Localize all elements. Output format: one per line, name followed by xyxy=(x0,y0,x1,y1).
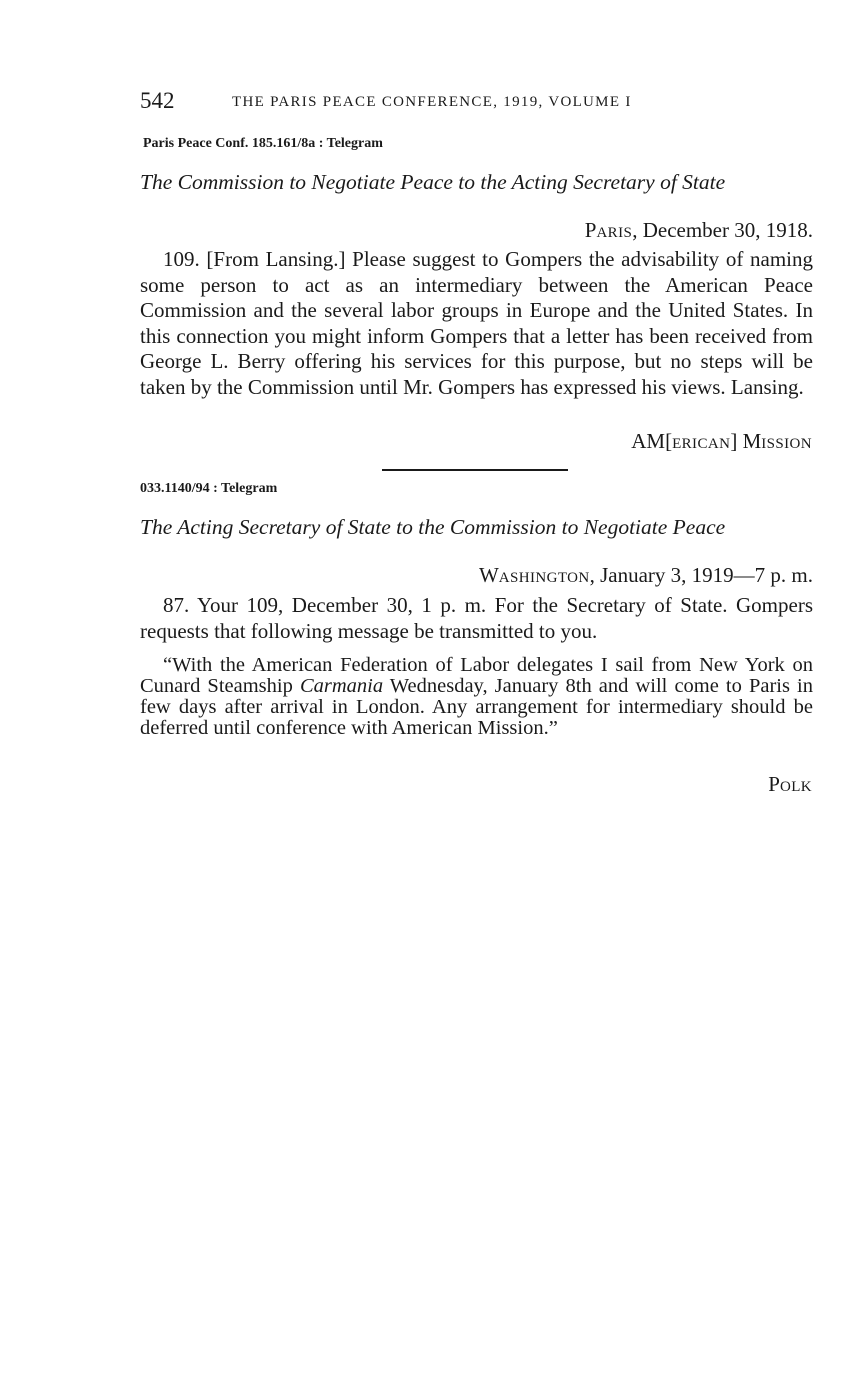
doc2-file-reference: 033.1140/94 : Telegram xyxy=(140,481,278,496)
ship-name: Carmania xyxy=(299,675,384,697)
doc2-signature xyxy=(768,772,812,797)
running-head: THE PARIS PEACE CONFERENCE, 1919, VOLUME I xyxy=(232,94,632,110)
doc1-signature xyxy=(631,429,812,454)
doc2-place-initial: W xyxy=(478,563,499,587)
doc1-dateline xyxy=(585,218,813,243)
doc1-body-paragraph: 109. [From Lansing.] Please suggest to Gompers the advisability of naming some person to act as an intermediary between the American Peace Commission and the several labor groups in Europe and the United States. In this connection you might inform Gompers that a letter has been received from George L. Berry offering his services for this purpose, but no steps will be taken by the Commission until Mr. Gompers has expressed his views. Lansing. xyxy=(140,247,813,399)
doc1-sig-bracket-open: [ xyxy=(665,429,673,453)
doc1-title: The Commission to Negotiate Peace to the Acting Secretary of State xyxy=(140,170,726,194)
quote-part-1: “With the American Federation of Labor delegates I sail from New York on Cunard Steamship xyxy=(140,654,813,697)
doc1-sig-mission-initial: M xyxy=(742,429,762,453)
doc1-sig-mission-rest: ISSION xyxy=(761,436,812,452)
doc1-place-rest: ARIS xyxy=(596,225,633,241)
doc1-sig-m: M xyxy=(646,429,666,453)
doc1-file-reference: Paris Peace Conf. 185.161/8a : Telegram xyxy=(143,136,383,151)
page-number: 542 xyxy=(140,88,175,113)
doc1-sig-bracket-close: ] xyxy=(730,429,743,453)
doc2-date: , January 3, 1919—7 p. m. xyxy=(589,563,813,587)
section-separator xyxy=(382,469,568,471)
doc1-sig-erican: ERICAN xyxy=(672,436,731,452)
doc2-body-paragraph: 87. Your 109, December 30, 1 p. m. For the Secretary of State. Gompers requests that following message be transmitted to you. xyxy=(140,593,813,643)
doc1-date: , December 30, 1918. xyxy=(632,218,813,242)
doc2-place-rest: ASHINGTON xyxy=(498,570,590,586)
doc2-dateline xyxy=(479,563,813,588)
doc2-quoted-message xyxy=(140,655,813,739)
doc1-sig-initial: A xyxy=(631,429,647,453)
doc2-sig-rest: OLK xyxy=(779,779,812,795)
doc2-title: The Acting Secretary of State to the Commission to Negotiate Peace xyxy=(140,515,726,539)
doc1-place-initial: P xyxy=(584,218,597,242)
quote-part-2: Wednesday, January 8th and will come to Paris in few days after arrival in London. Any arrangement for intermediary should be deferred until conference with American Mission.” xyxy=(140,675,813,739)
doc2-sig-initial: P xyxy=(768,772,780,796)
